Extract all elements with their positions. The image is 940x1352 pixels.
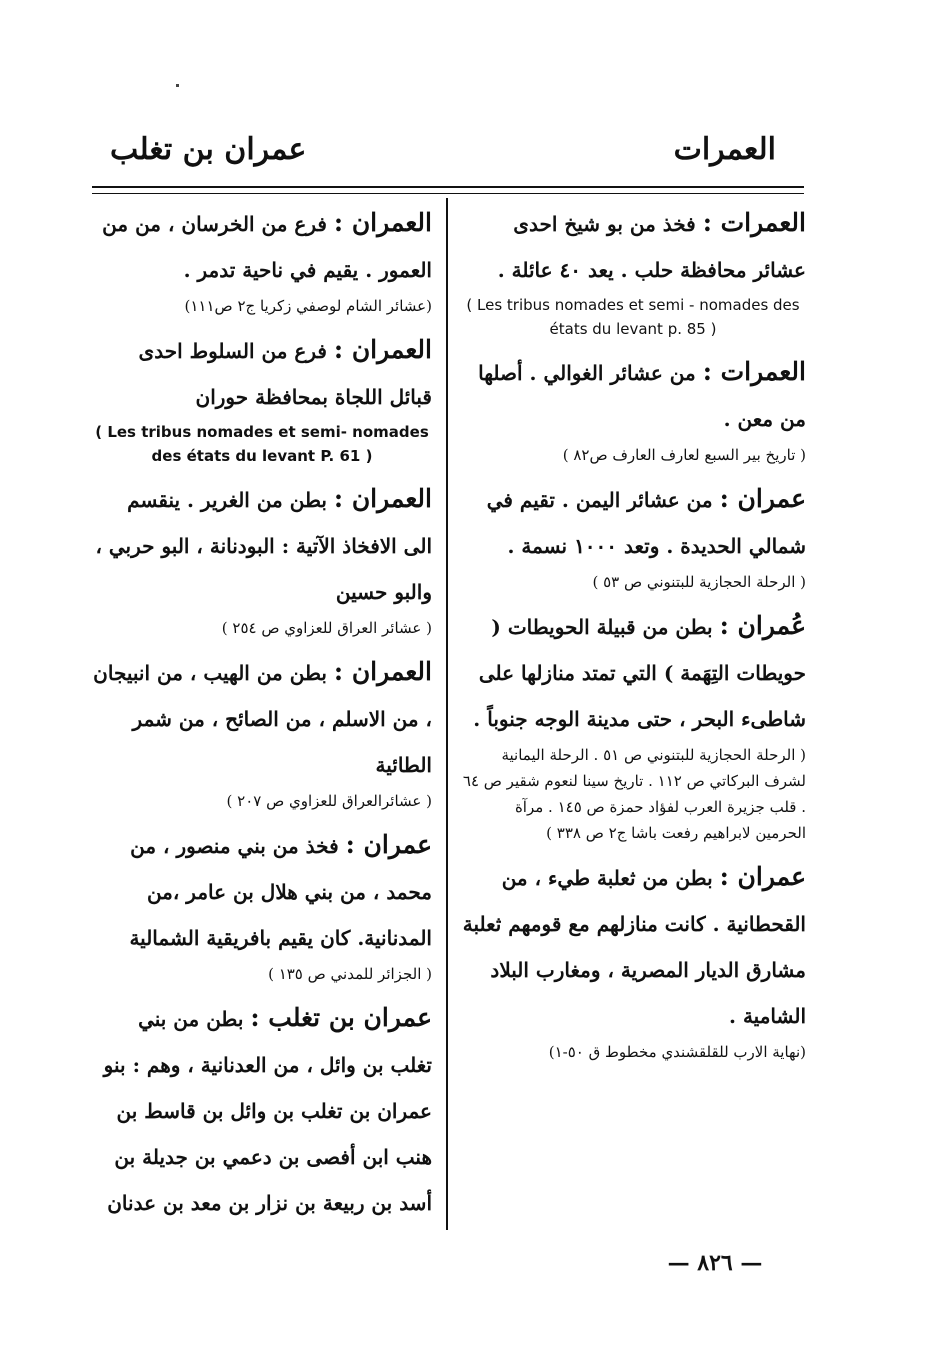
source-citation: ( الرحلة الحجازية للبتنوني ص ٥٣ ) bbox=[592, 573, 806, 591]
entry-text: فرع من السلوط احدى قبائل اللجاة بمحافظة حوران bbox=[138, 339, 432, 409]
source-citation: (نهاية الارب للقلقشندي مخطوط ق ٥٠-١) bbox=[548, 1043, 806, 1061]
source-citation: (عشائر الشام لوصفي زكريا ج٢ ص١١١) bbox=[184, 297, 432, 315]
entry bbox=[92, 476, 432, 641]
entry-heading: عُمران : bbox=[719, 611, 806, 640]
entry-heading: عمران : bbox=[719, 862, 806, 891]
entry-heading: العمران : bbox=[333, 208, 432, 237]
entry-paragraph bbox=[460, 200, 806, 293]
entry-heading: عمران بن تغلب : bbox=[250, 1003, 432, 1032]
source-citation: ( الرحلة الحجازية للبتنوني ص ٥١ . الرحلة اليمانية لشرف البركاتي ص ١١٢ . تاريخ سينا لنعوم شقير ص ٦٤ . قلب جزيرة العرب لفؤاد حمزة ص ١٤٥ . مرآة الحرمين لابراهيم رفعت باشا ج٢ ص ٣٣٨ ) bbox=[462, 746, 806, 842]
entry bbox=[460, 200, 806, 341]
entry-text: فرع من الخرسان ، من من العمور . يقيم في ناحية تدمر . bbox=[102, 212, 432, 282]
entry-heading: العمران : bbox=[333, 657, 432, 686]
source-citation: ( Les tribus nomades et semi - nomades des états du levant p. 85 ) bbox=[466, 296, 800, 338]
entry-paragraph bbox=[92, 476, 432, 615]
entry bbox=[460, 603, 806, 846]
header-rule-thin bbox=[92, 193, 804, 194]
header-rule bbox=[92, 186, 804, 188]
entry-paragraph bbox=[92, 649, 432, 788]
entry-text: من عشائر الغوالي . أصلها من معن . bbox=[478, 361, 806, 431]
page-number: — ٨٢٦ — bbox=[667, 1250, 763, 1276]
entry bbox=[92, 200, 432, 319]
running-header-left: عمران بن تغلب bbox=[110, 132, 307, 167]
running-header-right: العمرات bbox=[673, 132, 776, 167]
left-column bbox=[92, 200, 432, 1234]
entry-text: فخذ من بني منصور ، من محمد ، من بني هلال بن عامر ،من المدنانية. كان يقيم بافريقية الشمالية bbox=[129, 834, 432, 950]
entry bbox=[460, 476, 806, 595]
entry-text: بطن من قبيلة الحويطات ( حويطات التِهَمة ) التي تمتد منازلها على شاطىء البحر ، حتى مدينة الوجه جنوباً . bbox=[473, 615, 806, 731]
entry-heading: عمران : bbox=[345, 830, 432, 859]
entry bbox=[460, 854, 806, 1065]
entry-heading: العمران : bbox=[333, 484, 432, 513]
entry-heading: العمران : bbox=[333, 335, 432, 364]
entry bbox=[460, 349, 806, 468]
entry-paragraph bbox=[460, 349, 806, 442]
entry bbox=[92, 649, 432, 814]
entry-paragraph bbox=[92, 822, 432, 961]
entry-text: بطن من الغرير . ينقسم الى الافخاذ الآتية : البودنانة ، البو حربي ، والبو حسين bbox=[95, 488, 432, 604]
entry-paragraph bbox=[92, 995, 432, 1226]
entry-heading: العمرات : bbox=[702, 208, 806, 237]
entry-paragraph bbox=[460, 476, 806, 569]
source-citation: ( تاريخ بير السبع لعارف العارف ص٨٢ ) bbox=[562, 446, 806, 464]
source-citation: ( عشائر العراق للعزاوي ص ٢٥٤ ) bbox=[221, 619, 432, 637]
source-citation: ( الجزائر للمدني ص ١٣٥ ) bbox=[268, 965, 432, 983]
entry-text: بطن من الهيب ، من انبيجان ، من الاسلم ، من الصائح ، من شمر الطائية bbox=[93, 661, 432, 777]
entry-paragraph bbox=[92, 200, 432, 293]
entry-heading: العمرات : bbox=[702, 357, 806, 386]
entry-text: من عشائر اليمن . تقيم في شمالي الحديدة . وتعد ١٠٠٠ نسمة . bbox=[486, 488, 806, 558]
entry-text: بطن من ثعلبة طيء ، من القحطانية . كانت منازلهم مع قومهم ثعلبة مشارق الديار المصرية ، ومغارب البلاد الشامية . bbox=[462, 866, 806, 1028]
entry-text: فخذ من بو شيخ احدى عشائر محافظة حلب . يعد ٤٠ عائلة . bbox=[497, 212, 806, 282]
entry-paragraph bbox=[460, 603, 806, 742]
source-citation: ( عشائرالعراق للعزاوي ص ٢٠٧ ) bbox=[226, 792, 432, 810]
entry-heading: عمران : bbox=[719, 484, 806, 513]
source-citation: ( Les tribus nomades et semi- nomades des états du levant P. 61 ) bbox=[95, 423, 429, 465]
entry-paragraph bbox=[460, 854, 806, 1039]
entry-paragraph bbox=[92, 327, 432, 420]
entry bbox=[92, 995, 432, 1226]
right-column bbox=[460, 200, 806, 1073]
speck bbox=[176, 84, 179, 87]
entry bbox=[92, 822, 432, 987]
entry bbox=[92, 327, 432, 468]
column-divider bbox=[446, 198, 448, 1230]
entry-text: بطن من بني تغلب بن وائل ، من العدنانية ، وهم : بنو عمران بن تغلب بن وائل بن قاسط بن هنب ابن أفصى بن دعمي بن جديلة بن أسد بن ربيعة بن نزار بن معد بن عدنان bbox=[103, 1007, 432, 1215]
